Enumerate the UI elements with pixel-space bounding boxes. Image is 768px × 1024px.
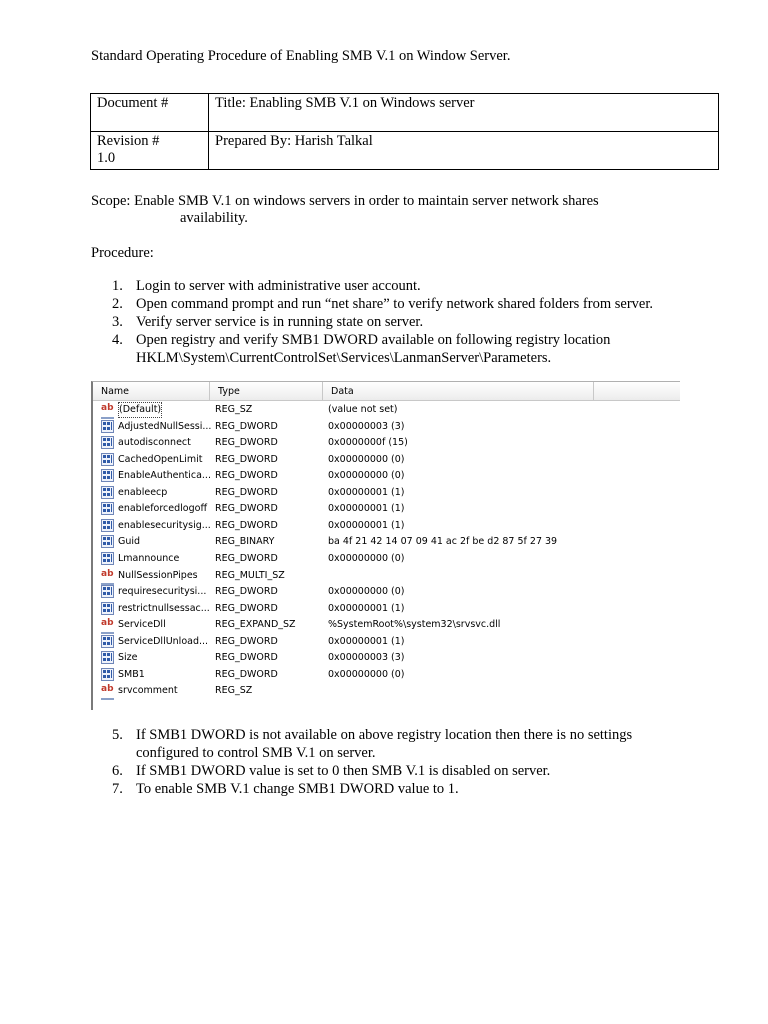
- registry-value-row[interactable]: [93, 501, 680, 518]
- procedure-steps-list-continued: [0, 726, 632, 798]
- string-value-icon: ab: [101, 569, 114, 585]
- registry-value-name: SMB1: [118, 668, 145, 680]
- step-text: If SMB1 DWORD is not available on above registry location then there is no settings: [136, 727, 633, 743]
- prepared-by-cell: Prepared By: Harish Talkal: [209, 132, 719, 170]
- registry-value-name: NullSessionPipes: [118, 569, 198, 581]
- step-text: Login to server with administrative user account.: [136, 278, 421, 294]
- column-header-empty: [594, 382, 680, 400]
- binary-value-icon: [101, 651, 114, 664]
- registry-editor-screenshot: [91, 381, 680, 710]
- registry-value-data: 0x00000001 (1): [328, 602, 405, 614]
- binary-value-icon: [101, 535, 114, 548]
- registry-value-row[interactable]: [93, 534, 680, 551]
- registry-value-name: AdjustedNullSessi...: [118, 420, 212, 432]
- registry-value-name: restrictnullsessac...: [118, 602, 210, 614]
- registry-value-row[interactable]: [93, 551, 680, 568]
- registry-value-type: REG_DWORD: [215, 586, 278, 598]
- registry-value-name: Guid: [118, 536, 141, 548]
- procedure-steps-list: [0, 277, 653, 367]
- binary-value-icon: [101, 453, 114, 466]
- binary-value-icon: [101, 585, 114, 598]
- binary-value-icon: [101, 502, 114, 515]
- registry-value-data: 0x00000003 (3): [328, 420, 405, 432]
- procedure-step: [0, 277, 653, 295]
- step-number: 7.: [112, 781, 123, 797]
- registry-value-row[interactable]: [93, 634, 680, 651]
- registry-value-data: 0x00000000 (0): [328, 586, 405, 598]
- title-cell: Title: Enabling SMB V.1 on Windows server: [209, 94, 719, 132]
- registry-value-type: REG_SZ: [215, 404, 253, 415]
- registry-value-data: 0x00000003 (3): [328, 652, 405, 664]
- registry-value-row[interactable]: [93, 402, 680, 419]
- step-number: 2.: [112, 296, 123, 312]
- registry-value-type: REG_BINARY: [215, 536, 275, 548]
- binary-value-icon: [101, 420, 114, 433]
- step-number: 5.: [112, 727, 123, 743]
- registry-value-row[interactable]: [93, 518, 680, 535]
- step-text: To enable SMB V.1 change SMB1 DWORD value to 1.: [136, 781, 459, 797]
- table-row: [91, 132, 719, 170]
- registry-value-data: %SystemRoot%\system32\srvsvc.dll: [328, 619, 501, 631]
- document-title: Standard Operating Procedure of Enabling SMB V.1 on Window Server.: [91, 48, 511, 64]
- procedure-step: [0, 295, 653, 313]
- document-info-table: [90, 93, 719, 170]
- binary-value-icon: [101, 486, 114, 499]
- scope-paragraph: [91, 193, 599, 227]
- registry-value-data: 0x0000000f (15): [328, 437, 408, 449]
- registry-value-row[interactable]: [93, 617, 680, 634]
- registry-value-data: 0x00000001 (1): [328, 635, 405, 647]
- binary-value-icon: [101, 552, 114, 565]
- registry-value-type: REG_DWORD: [215, 470, 278, 482]
- registry-value-data: ba 4f 21 42 14 07 09 41 ac 2f be d2 87 5f 27 39: [328, 536, 558, 548]
- registry-value-row[interactable]: [93, 601, 680, 618]
- registry-value-type: REG_DWORD: [215, 453, 278, 465]
- registry-value-data: 0x00000000 (0): [328, 470, 405, 482]
- registry-value-type: REG_DWORD: [215, 668, 278, 680]
- column-header-data: Data: [323, 382, 594, 400]
- registry-value-row[interactable]: [93, 650, 680, 667]
- binary-value-icon: [101, 469, 114, 482]
- registry-value-name: ServiceDll: [118, 619, 166, 631]
- registry-value-data: 0x00000001 (1): [328, 486, 405, 498]
- scope-line-continued: availability.: [180, 210, 248, 226]
- registry-value-type: REG_DWORD: [215, 652, 278, 664]
- registry-value-type: REG_DWORD: [215, 519, 278, 531]
- registry-value-name: CachedOpenLimit: [118, 453, 203, 465]
- registry-value-type: REG_DWORD: [215, 420, 278, 432]
- step-number: 1.: [112, 278, 123, 294]
- string-value-icon: ab: [101, 618, 114, 634]
- registry-value-data: 0x00000001 (1): [328, 503, 405, 515]
- registry-value-row[interactable]: [93, 485, 680, 502]
- step-text: Verify server service is in running state on server.: [136, 314, 424, 330]
- procedure-step: [0, 762, 632, 780]
- step-text: Open registry and verify SMB1 DWORD available on following registry location: [136, 332, 611, 348]
- registry-value-name: srvcomment: [118, 685, 178, 697]
- registry-value-data: (value not set): [328, 404, 398, 415]
- revision-label: Revision #: [97, 133, 160, 149]
- registry-value-name: enableecp: [118, 486, 168, 498]
- table-row: [91, 94, 719, 132]
- registry-value-row[interactable]: [93, 452, 680, 469]
- document-number-cell: Document #: [91, 94, 209, 132]
- binary-value-icon: [101, 519, 114, 532]
- revision-value: 1.0: [97, 150, 116, 166]
- step-number: 4.: [112, 332, 123, 348]
- binary-value-icon: [101, 668, 114, 681]
- registry-value-row[interactable]: [93, 568, 680, 585]
- registry-value-type: REG_DWORD: [215, 437, 278, 449]
- column-header-type: Type: [210, 382, 323, 400]
- registry-value-data: 0x00000000 (0): [328, 453, 405, 465]
- procedure-step: [0, 726, 632, 762]
- registry-value-name: ServiceDllUnload...: [118, 635, 209, 647]
- step-text: configured to control SMB V.1 on server.: [136, 745, 376, 761]
- registry-value-data: 0x00000000 (0): [328, 668, 405, 680]
- binary-value-icon: [101, 436, 114, 449]
- registry-column-header: [93, 382, 680, 401]
- procedure-step: [0, 313, 653, 331]
- string-value-icon: ab: [101, 684, 114, 700]
- step-number: 3.: [112, 314, 123, 330]
- registry-value-name: autodisconnect: [118, 437, 191, 449]
- string-value-icon: ab: [101, 403, 114, 419]
- registry-value-row[interactable]: [93, 667, 680, 684]
- scope-line: Scope: Enable SMB V.1 on windows servers in order to maintain server network shares: [91, 193, 599, 209]
- registry-value-name: EnableAuthentica...: [118, 470, 211, 482]
- registry-value-type: REG_DWORD: [215, 503, 278, 515]
- step-text: If SMB1 DWORD value is set to 0 then SMB V.1 is disabled on server.: [136, 763, 551, 779]
- registry-value-type: REG_DWORD: [215, 635, 278, 647]
- registry-value-name: Lmannounce: [118, 552, 180, 564]
- column-header-name: Name: [93, 382, 210, 400]
- registry-value-type: REG_DWORD: [215, 552, 278, 564]
- registry-value-row[interactable]: [93, 584, 680, 601]
- registry-value-name: enableforcedlogoff: [118, 503, 207, 515]
- registry-value-type: REG_DWORD: [215, 602, 278, 614]
- registry-value-type: REG_DWORD: [215, 486, 278, 498]
- registry-value-row[interactable]: [93, 468, 680, 485]
- step-text: HKLM\System\CurrentControlSet\Services\LanmanServer\Parameters.: [136, 350, 552, 366]
- procedure-heading: Procedure:: [91, 245, 154, 261]
- registry-value-name: requiresecuritysi...: [118, 586, 207, 598]
- registry-value-row[interactable]: [93, 419, 680, 436]
- registry-value-row[interactable]: [93, 683, 680, 700]
- registry-value-name: Size: [118, 652, 138, 664]
- registry-value-name: (Default): [118, 402, 162, 418]
- procedure-step: [0, 780, 632, 798]
- registry-value-row[interactable]: [93, 435, 680, 452]
- registry-value-data: 0x00000000 (0): [328, 552, 405, 564]
- registry-value-data: 0x00000001 (1): [328, 519, 405, 531]
- revision-cell: [91, 132, 209, 170]
- registry-value-type: REG_MULTI_SZ: [215, 569, 285, 581]
- step-text: Open command prompt and run “net share” to verify network shared folders from server.: [136, 296, 653, 312]
- procedure-step: [0, 331, 653, 367]
- binary-value-icon: [101, 602, 114, 615]
- registry-value-name: enablesecuritysig...: [118, 519, 211, 531]
- step-number: 6.: [112, 763, 123, 779]
- registry-value-type: REG_SZ: [215, 685, 253, 697]
- binary-value-icon: [101, 635, 114, 648]
- registry-value-type: REG_EXPAND_SZ: [215, 619, 296, 631]
